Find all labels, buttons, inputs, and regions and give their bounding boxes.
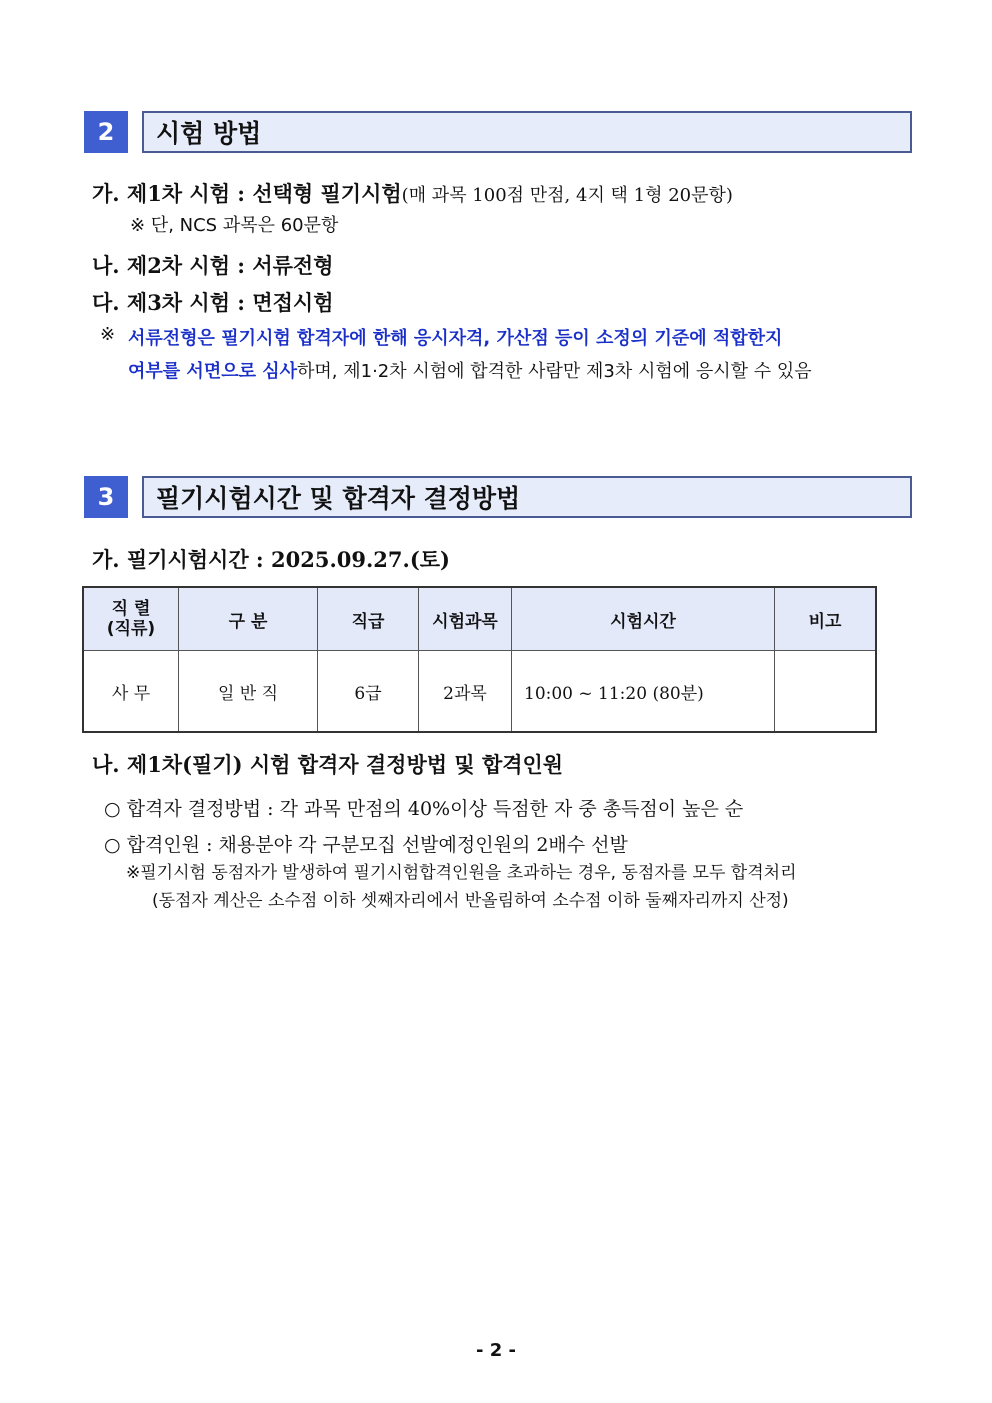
item-da: 다. 제3차 시험 : 면접시험 bbox=[92, 290, 334, 315]
bullet-pass-count: ○ 합격인원 : 채용분야 각 구분모집 선발예정인원의 2배수 선발 bbox=[104, 834, 628, 856]
table-row bbox=[83, 651, 876, 733]
cell-division: 일 반 직 bbox=[179, 651, 318, 733]
cell-time: 10:00 ~ 11:20 (80분) bbox=[512, 651, 775, 733]
th-division: 구 분 bbox=[179, 587, 318, 651]
th-time: 시험시간 bbox=[512, 587, 775, 651]
section-2-header bbox=[84, 111, 912, 153]
cell-series: 사 무 bbox=[83, 651, 179, 733]
tie-note-2: (동점자 계산은 소수점 이하 셋째자리에서 반올림하여 소수점 이하 둘째자리까지 산정) bbox=[152, 891, 789, 911]
section-2-number: 2 bbox=[84, 111, 128, 153]
th-remarks: 비고 bbox=[775, 587, 877, 651]
item-ga-head: 가. 제1차 시험 : 선택형 필기시험 bbox=[92, 181, 402, 206]
note-line-2-blue: 여부를 서면으로 심사 bbox=[128, 361, 298, 382]
item-ga-note: ※ 단, NCS 과목은 60문항 bbox=[130, 215, 339, 236]
th-grade: 직급 bbox=[318, 587, 419, 651]
section-3-na: 나. 제1차(필기) 시험 합격자 결정방법 및 합격인원 bbox=[92, 752, 564, 777]
section-3-ga: 가. 필기시험시간 : 2025.09.27.(토) bbox=[92, 547, 450, 572]
section-3-title: 필기시험시간 및 합격자 결정방법 bbox=[142, 476, 912, 518]
note-line-2 bbox=[128, 357, 812, 383]
cell-remarks bbox=[775, 651, 877, 733]
note-line-1: 서류전형은 필기시험 합격자에 한해 응시자격, 가산점 등이 소정의 기준에 적합한지 bbox=[128, 328, 783, 349]
item-na: 나. 제2차 시험 : 서류전형 bbox=[92, 253, 334, 278]
cell-grade: 6급 bbox=[318, 651, 419, 733]
th-series: 직 렬 (직류) bbox=[83, 587, 179, 651]
note-mark: ※ bbox=[100, 324, 116, 345]
section-3-number: 3 bbox=[84, 476, 128, 518]
item-ga-detail: (매 과목 100점 만점, 4지 택 1형 20문항) bbox=[401, 185, 733, 206]
page-number: - 2 - bbox=[476, 1340, 516, 1361]
th-subjects: 시험과목 bbox=[419, 587, 512, 651]
bullet-pass-criteria: ○ 합격자 결정방법 : 각 과목 만점의 40%이상 득점한 자 중 총득점이 높은 순 bbox=[104, 798, 744, 820]
note-line-2-rest: 하며, 제1·2차 시험에 합격한 사람만 제3차 시험에 응시할 수 있음 bbox=[297, 361, 812, 382]
section-2-title: 시험 방법 bbox=[142, 111, 912, 153]
table-header-row bbox=[83, 587, 876, 651]
section-3-header bbox=[84, 476, 912, 518]
tie-note-1: ※필기시험 동점자가 발생하여 필기시험합격인원을 초과하는 경우, 동점자를 모두 합격처리 bbox=[126, 863, 797, 883]
cell-subjects: 2과목 bbox=[419, 651, 512, 733]
item-ga bbox=[92, 178, 733, 208]
exam-schedule-table bbox=[82, 586, 877, 733]
